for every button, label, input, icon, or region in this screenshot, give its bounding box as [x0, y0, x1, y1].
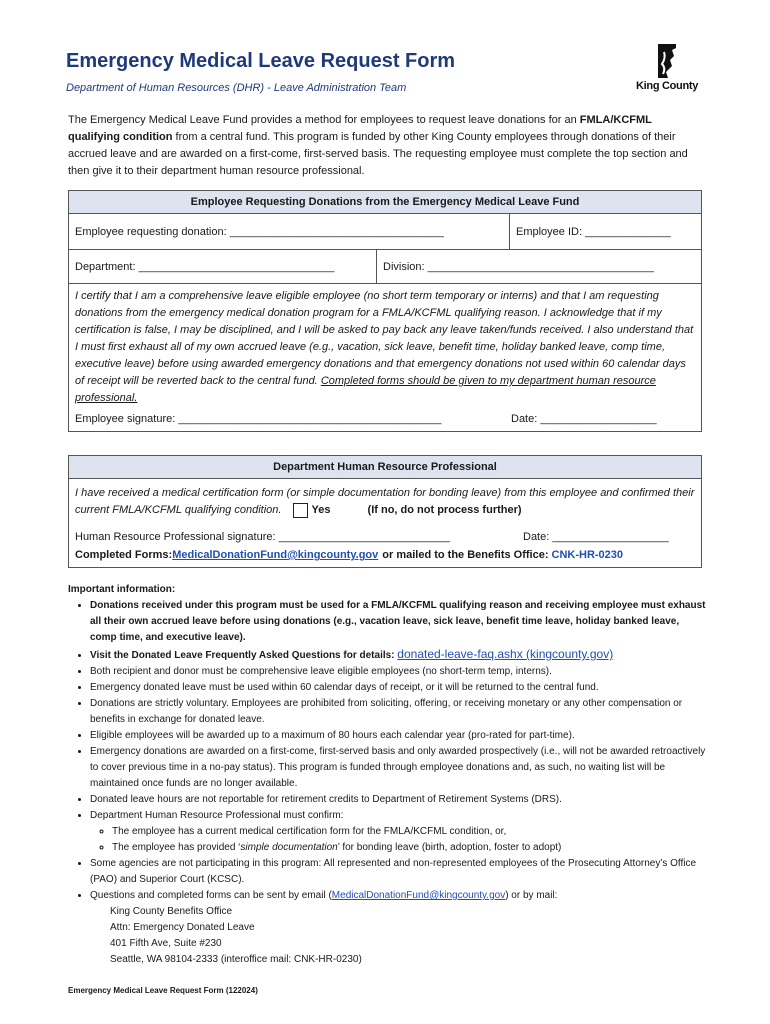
employee-date-field[interactable]: Date: ___________________ — [511, 413, 657, 425]
employee-signature-field[interactable]: Employee signature: ___________________________________________ — [75, 413, 442, 425]
employee-section — [68, 190, 702, 432]
page-subtitle: Department of Human Resources (DHR) - Leave Administration Team — [66, 82, 407, 94]
hr-section-heading: Department Human Resource Professional — [69, 456, 701, 479]
faq-link[interactable]: donated-leave-faq.ashx (kingcounty.gov) — [397, 647, 614, 661]
list-item: • Donations received under this program must be used for a FMLA/KCFML qualifying reason and receiving employee must exhaust all their own accrued leave before using donations (e.g., vacation leave, sick leave, benefit time leave, holiday banked leave, comp time, and executive leave). — [90, 598, 708, 646]
no-instruction: (If no, do not process further) — [367, 504, 522, 516]
mailstop-code: CNK-HR-0230 — [551, 549, 624, 561]
form-footer: Emergency Medical Leave Request Form (122024) — [68, 986, 258, 995]
department-row — [69, 250, 701, 284]
list-item: ◦ The employee has a current medical certification form for the FMLA/KCFML condition, or, — [112, 824, 708, 840]
employee-section-heading: Employee Requesting Donations from the Emergency Medical Leave Fund — [69, 191, 701, 214]
employee-row — [69, 214, 701, 250]
yes-checkbox[interactable] — [293, 503, 308, 518]
hr-confirmation-text: I have received a medical certification form (or simple documentation for bonding leave) from this employee and confirmed their current FMLA/KCFML qualifying condition. Yes (If no, do not process further) — [75, 487, 695, 516]
completed-email-link[interactable]: MedicalDonationFund@kingcounty.gov — [172, 549, 379, 561]
page-title: Emergency Medical Leave Request Form — [66, 50, 456, 72]
contact-email-link[interactable]: MedicalDonationFund@kingcounty.gov — [331, 890, 506, 901]
list-item: • Visit the Donated Leave Frequently Asked Questions for details: donated-leave-faq.ashx (kingcounty.gov) — [90, 646, 708, 664]
certification-text: I certify that I am a comprehensive leave eligible employee (no short term temporary or interns) and that I am requesting donations from the emergency medical donation program for a FMLA/KCFML qualifying reason. I acknowledge that if my certification is false, I may be disciplined, and I will be asked to pay back any leave taken/funds received. I also understand that I must first exhaust all of my own accrued leave (e.g., vacation, sick leave, benefit time, holiday banked leave, comp time, executive leave) before using awarded emergency donations and that emergency donations not used within 60 calendar days of receipt will be reverted back to the central fund. Completed forms should be given to my department human resource professional. — [75, 290, 694, 404]
intro-paragraph: The Emergency Medical Leave Fund provides a method for employees to request leave donations for an FMLA/KCFML qualifying condition from a central fund. This program is funded by other King County employees through donations of their accrued leave and are awarded on a first-come, first-served basis. The requesting employee must complete the top section and then give it to their department human resource professional. — [68, 114, 688, 177]
logo-text: King County — [636, 80, 699, 92]
hr-date-field[interactable]: Date: ___________________ — [523, 531, 669, 543]
list-item: • Donated leave hours are not reportable for retirement credits to Department of Retirement Systems (DRS). — [90, 792, 708, 808]
hr-section — [68, 455, 702, 568]
employee-signature-row — [69, 409, 701, 431]
list-item: • Both recipient and donor must be comprehensive leave eligible employees (no short-term temp, interns). — [90, 664, 708, 680]
employee-name-field[interactable]: Employee requesting donation: ___________________________________ — [75, 225, 444, 238]
important-heading: Important information: — [68, 584, 176, 595]
division-field[interactable]: Division: _____________________________________ — [376, 250, 701, 283]
employee-id-field[interactable]: Employee ID: ______________ — [509, 214, 701, 249]
hr-signature-field[interactable]: Human Resource Professional signature: ____________________________ — [75, 531, 450, 543]
hr-signature-row — [69, 521, 701, 549]
department-field[interactable]: Department: ________________________________ — [75, 260, 335, 273]
list-item: • Emergency donated leave must be used within 60 calendar days of receipt, or it will be returned to the central fund. — [90, 680, 708, 696]
list-item: • Donations are strictly voluntary. Employees are prohibited from soliciting, offering, or receiving monetary or any other compensation or benefits in exchange for donated leave. — [90, 696, 708, 728]
yes-label: Yes — [311, 504, 331, 516]
completed-forms-row: Completed Forms: MedicalDonationFund@kingcounty.gov or mailed to the Benefits Office: CNK-HR-0230 — [75, 549, 624, 561]
mailing-address: King County Benefits Office Attn: Emergency Donated Leave 401 Fifth Ave, Suite #230 Seattle, WA 98104-2333 (interoffice mail: CNK-HR-0230) — [110, 906, 362, 965]
list-item: • Some agencies are not participating in this program: All represented and non-represented employees of the Prosecuting Attorney’s Office (PAO) and Superior Court (KCSC). — [90, 856, 708, 888]
list-item: • Questions and completed forms can be sent by email (MedicalDonationFund@kingcounty.gov) or by mail: King County Benefits Office Attn: Emergency Donated Leave 401 Fifth Ave, Suite #230 Seattle, WA 98104-2333 (interoffice mail: CNK-HR-0230) — [90, 888, 708, 968]
list-item: • Eligible employees will be awarded up to a maximum of 80 hours each calendar year (pro-rated for part-time). — [90, 728, 708, 744]
list-item: • Department Human Resource Professional must confirm: ◦ The employee has a current medical certification form for the FMLA/KCFML condition, or, ◦ The employee has provided ‘simple documentation’ for bonding leave (birth, adoption, foster to adopt) — [90, 808, 708, 856]
list-item: ◦ The employee has provided ‘simple documentation’ for bonding leave (birth, adoption, foster to adopt) — [112, 840, 708, 856]
list-item: • Emergency donations are awarded on a first-come, first-served basis and only awarded prospectively (i.e., will not be awarded retroactively to cover previous time in a no-pay status). This program is funded through employee donations and, as such, no waiting list will be maintained once funds are no longer available. — [90, 744, 708, 792]
important-information — [68, 582, 708, 968]
